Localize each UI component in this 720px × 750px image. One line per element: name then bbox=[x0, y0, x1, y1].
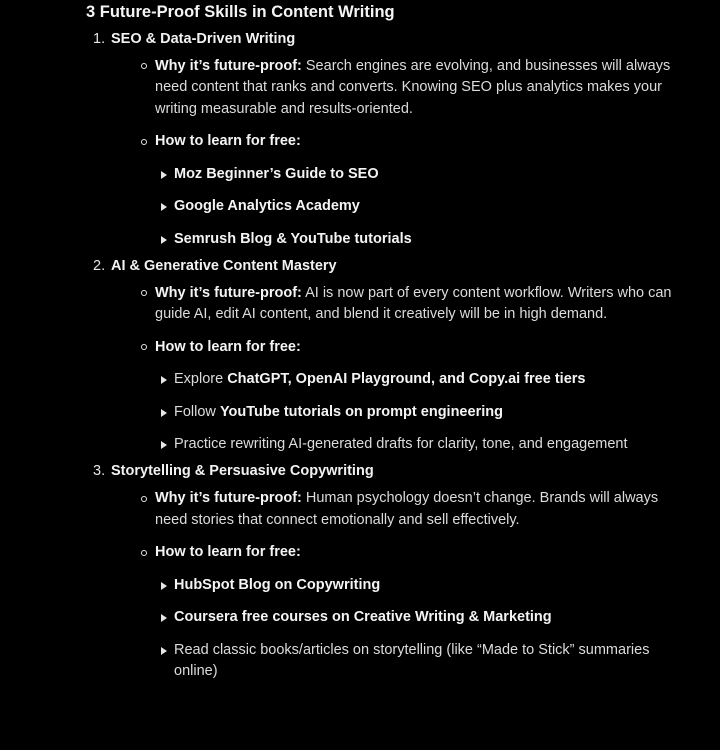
skills-list bbox=[86, 23, 690, 683]
triangle-bullet-icon bbox=[161, 376, 167, 384]
resource-item bbox=[155, 402, 690, 424]
triangle-bullet-icon bbox=[161, 409, 167, 417]
why-label: Why it’s future-proof: bbox=[155, 490, 302, 506]
resource-highlight: Coursera free courses on Creative Writing & Marketing bbox=[174, 609, 552, 625]
resource-list bbox=[155, 575, 690, 683]
skill-number: 3. bbox=[93, 463, 106, 479]
resource-list bbox=[155, 164, 690, 251]
resource-item bbox=[155, 640, 690, 683]
resource-highlight: Semrush Blog & YouTube tutorials bbox=[174, 230, 412, 247]
why-label: Why it’s future-proof: bbox=[155, 284, 302, 301]
triangle-bullet-icon bbox=[161, 441, 167, 449]
circle-bullet-icon bbox=[141, 290, 147, 296]
resource-highlight: YouTube tutorials on prompt engineering bbox=[219, 403, 503, 420]
why-point bbox=[130, 56, 690, 121]
resource-text: Explore bbox=[174, 371, 228, 387]
learn-label: How to learn for free: bbox=[155, 133, 301, 149]
resource-text: Follow bbox=[174, 403, 220, 420]
learn-label: How to learn for free: bbox=[155, 338, 301, 355]
skill-number: 2. bbox=[93, 257, 106, 274]
resource-item bbox=[155, 196, 690, 218]
circle-bullet-icon bbox=[141, 496, 147, 502]
skill-name: Storytelling & Persuasive Copywriting bbox=[111, 463, 374, 479]
triangle-bullet-icon bbox=[161, 647, 167, 655]
circle-bullet-icon bbox=[141, 344, 147, 350]
resource-text: Practice rewriting AI-generated drafts for clarity, tone, and engagement bbox=[174, 436, 628, 452]
document-title: 3 Future-Proof Skills in Content Writing bbox=[86, 3, 395, 21]
triangle-bullet-icon bbox=[161, 171, 167, 179]
circle-bullet-icon bbox=[141, 63, 147, 69]
circle-bullet-icon bbox=[141, 139, 147, 145]
why-point bbox=[130, 283, 690, 326]
skill-points bbox=[111, 56, 690, 251]
skill-heading bbox=[93, 23, 690, 56]
why-text: Search engines are evolving, and businesses will always need content that ranks and converts. Knowing SEO plus analytics makes your writing measurable and results-oriented. bbox=[155, 57, 671, 117]
triangle-bullet-icon bbox=[161, 582, 167, 590]
triangle-bullet-icon bbox=[161, 236, 167, 244]
resource-item bbox=[155, 575, 690, 597]
skill-number: 1. bbox=[93, 30, 106, 47]
resource-item bbox=[155, 607, 690, 629]
circle-bullet-icon bbox=[141, 550, 147, 556]
resource-highlight: Moz Beginner’s Guide to SEO bbox=[174, 165, 379, 182]
skill-name: SEO & Data-Driven Writing bbox=[111, 30, 296, 47]
skill-name: AI & Generative Content Mastery bbox=[111, 257, 337, 274]
resource-item bbox=[155, 434, 690, 456]
why-text: Human psychology doesn’t change. Brands will always need stories that connect emotionally and sell effectively. bbox=[155, 490, 659, 528]
skill-heading bbox=[93, 250, 690, 283]
skill-item bbox=[86, 456, 690, 683]
resource-highlight: HubSpot Blog on Copywriting bbox=[174, 576, 381, 593]
learn-point bbox=[130, 131, 690, 250]
skill-heading bbox=[93, 456, 690, 489]
resource-item bbox=[155, 229, 690, 251]
skill-item bbox=[86, 23, 690, 250]
resource-list bbox=[155, 369, 690, 456]
skill-item bbox=[86, 250, 690, 456]
resource-highlight: Google Analytics Academy bbox=[174, 198, 360, 214]
triangle-bullet-icon bbox=[161, 614, 167, 622]
resource-item bbox=[155, 164, 690, 186]
learn-point bbox=[130, 337, 690, 456]
why-label: Why it’s future-proof: bbox=[155, 57, 302, 74]
resource-item bbox=[155, 369, 690, 391]
skill-points bbox=[111, 283, 690, 456]
skill-points bbox=[111, 488, 690, 683]
triangle-bullet-icon bbox=[161, 203, 167, 211]
resource-highlight: ChatGPT, OpenAI Playground, and Copy.ai free tiers bbox=[227, 371, 586, 387]
why-point bbox=[130, 488, 690, 531]
learn-point bbox=[130, 542, 690, 683]
why-text: AI is now part of every content workflow. Writers who can guide AI, edit AI content, and blend it creatively will be in high demand. bbox=[155, 284, 672, 322]
learn-label: How to learn for free: bbox=[155, 544, 301, 560]
resource-text: Read classic books/articles on storytelling (like “Made to Stick” summaries online) bbox=[174, 641, 650, 679]
